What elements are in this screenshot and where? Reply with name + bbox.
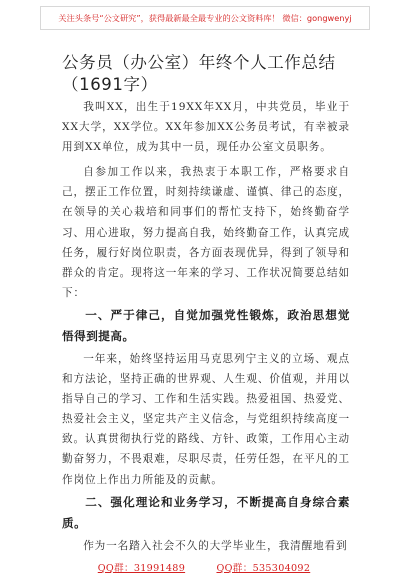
paragraph-section-1: 一年来，始终坚持运用马克思列宁主义的立场、观点和方法论，坚持正确的世界观、人生观、价值观，并用以指导自己的学习、工作和生活实践。热爱祖国、热爱党、热爱社会主义，坚定共产主义信念，与党组织持续高度一致。认真贯彻执行党的路线、方针、政策，工作用心主动勤奋努力，不畏艰难，尽职尽责，任劳任怨，在平凡的工作岗位上作出力所能及的贡献。 bbox=[62, 352, 350, 486]
paragraph-summary: 自参加工作以来，我热衷于本职工作，严格要求自己，摆正工作位置，时刻持续谦虚、谨慎、律己的态度，在领导的关心栽培和同事们的帮忙支持下，始终勤奋学习、用心进取，努力提高自我，始终勤奋工作，认真完成任务，履行好岗位职责，各方面表现优异，得到了领导和群众的肯定。现将这一年来的学习、工作状况简要总结如下： bbox=[62, 166, 350, 299]
paragraph-intro: 我叫XX，出生于19XX年XX月，中共党员，毕业于XX大学，XX学位。XX年参加XX公务员考试，有幸被录用到XX单位，成为其中一员，现任办公室文员职务。 bbox=[62, 101, 350, 154]
document-body bbox=[62, 97, 350, 556]
footer-qq-group-1[interactable]: QQ群：31991489 bbox=[97, 563, 186, 574]
footer-qq-group-2[interactable]: QQ群：535304092 bbox=[216, 563, 311, 574]
document-title bbox=[62, 52, 382, 96]
title-text: 公务员（办公室）年终个人工作总结 bbox=[62, 53, 336, 72]
promo-banner bbox=[40, 6, 370, 30]
paragraph-section-2: 作为一名踏入社会不久的大学毕业生，我清醒地看到 bbox=[83, 539, 348, 552]
page-footer bbox=[0, 560, 408, 574]
section-heading-1: 一、严于律己，自觉加强党性锻炼，政治思想觉悟得到提高。 bbox=[62, 307, 350, 343]
promo-banner-text: 关注头条号“公文研究”，获得最新最全最专业的公文资料库！ 微信：gongwenyj bbox=[58, 12, 352, 23]
word-count: （1691字） bbox=[62, 75, 158, 94]
section-heading-2: 二、强化理论和业务学习，不断提高自身综合素质。 bbox=[62, 494, 350, 530]
